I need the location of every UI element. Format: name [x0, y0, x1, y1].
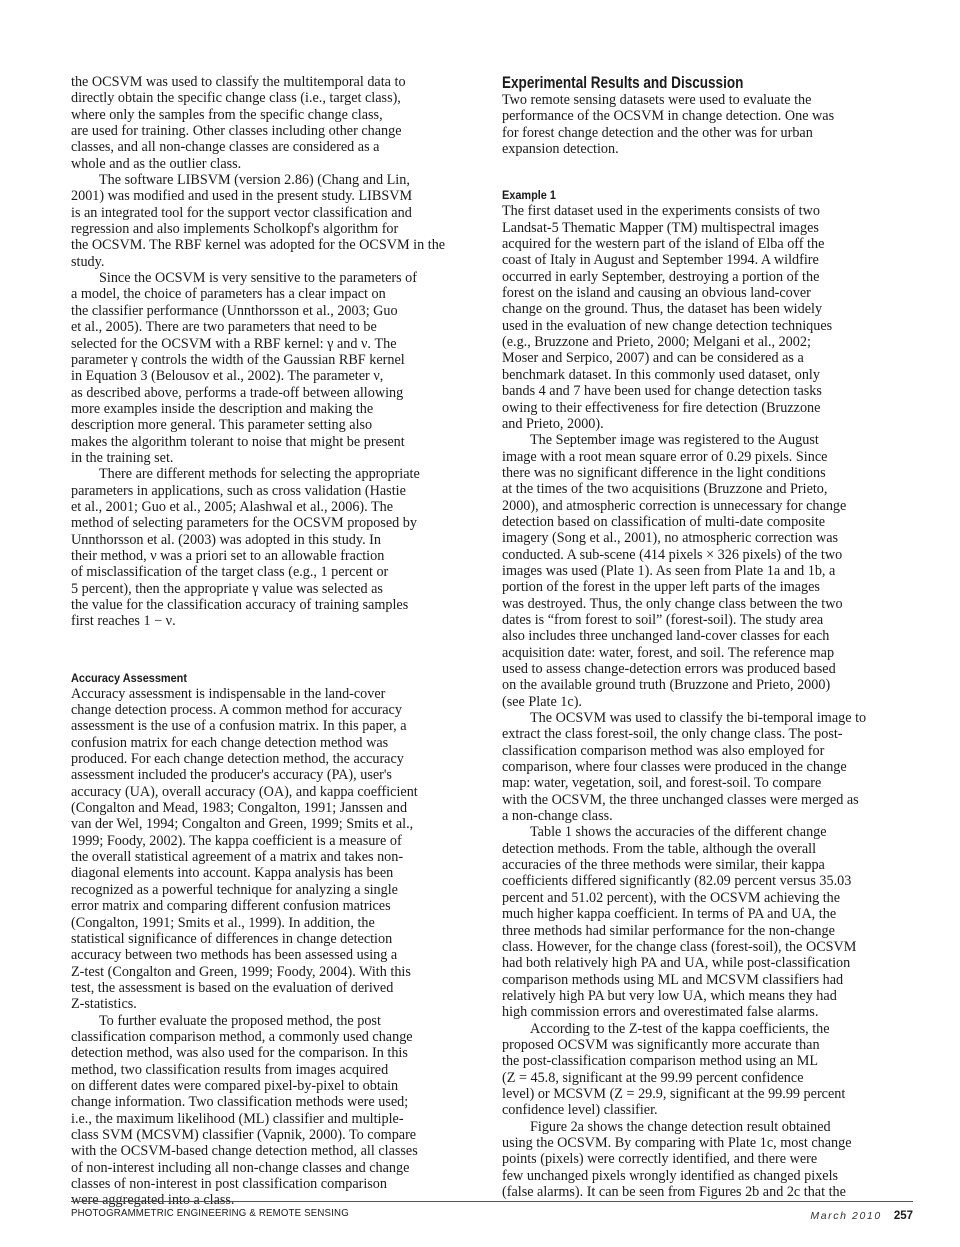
body-paragraph: The September image was registered to the August image with a root mean square error of 0.29 pixels. Since there was no significant difference in the light conditions at the times of the two acquisitions (Bruzzone and Prieto, 2000), and atmospheric correction is unnecessary for change detection based on classification of multi-date composite imagery (Song et al., 2001), no atmospheric correction was conducted. A sub-scene (414 pixels × 326 pixels) of the two images was used (Plate 1). As seen from Plate 1a and 1b, a portion of the forest in the upper left parts of the images was destroyed. Thus, the only change class between the two dates is “from forest to soil” (forest-soil). The study area also includes three unchanged land-cover classes for each acquisition date: water, forest, and soil. The reference map used to assess change-detection errors was produced based on the available ground truth (Bruzzone and Prieto, 2000) (see Plate 1c). — [502, 432, 847, 710]
page-number: 257 — [893, 1210, 913, 1222]
body-paragraph: Accuracy assessment is indispensable in the land-cover change detection process. A common method for accuracy assessment is the use of a confusion matrix. In this paper, a confusion matrix for each change detection method was produced. For each change detection method, the accuracy assessment included the producer's accuracy (PA), user's accuracy (UA), overall accuracy (OA), and kappa coefficient (Congalton and Mead, 1983; Congalton, 1991; Janssen and van der Wel, 1994; Congalton and Green, 1999; Smits et al., 1999; Foody, 2002). The kappa coefficient is a measure of the overall statistical agreement of a matrix and takes non- diagonal elements into account. Kappa analysis has been recognized as a powerful technique for analyzing a single error matrix and comparing different confusion matrices (Congalton, 1991; Smits et al., 1999). In addition, the statistical significance of differences in change detection accuracy between two methods has been assessed using a Z-test (Congalton and Green, 1999; Foody, 2004). With this test, the assessment is based on the evaluation of derived Z-statistics. — [71, 685, 418, 1013]
subsection-heading-example: Example 1 — [502, 188, 556, 203]
body-paragraph: There are different methods for selecting the appropriate parameters in applications, such as cross validation (Hastie et al., 2001; Guo et al., 2005; Alashwal et al., 2006). The method of selecting parameters for the OCSVM proposed by Unnthorsson et al. (2003) was adopted in this study. In their method, ν was a priori set to an allowable fraction of misclassification of the target class (e.g., 1 percent or 5 percent), then the appropriate γ value was selected as the value for the classification accuracy of training samples first reaches 1 − ν. — [71, 466, 420, 630]
page-footer — [71, 1201, 913, 1222]
journal-name: PHOTOGRAMMETRIC ENGINEERING & REMOTE SENSING — [71, 1207, 349, 1219]
issue-date: March 2010 — [810, 1210, 882, 1222]
body-paragraph: The first dataset used in the experiments consists of two Landsat-5 Thematic Mapper (TM) multispectral images acquired for the western part of the island of Elba off the coast of Italy in August and September 1994. A wildfire occurred in early September, destroying a portion of the forest on the island and causing an obvious land-cover change on the ground. Thus, the dataset has been widely used in the evaluation of new change detection techniques (e.g., Bruzzone and Prieto, 2000; Melgani et al., 2002; Moser and Serpico, 2007) and can be considered as a benchmark dataset. In this commonly used dataset, only bands 4 and 7 have been used for change detection tasks owing to their effectiveness for fire detection (Bruzzone and Prieto, 2000). — [502, 203, 833, 432]
footer-right — [810, 1206, 913, 1224]
right-column — [502, 74, 912, 1200]
body-paragraph: To further evaluate the proposed method, the post classification comparison method, a commonly used change detection method, was also used for the comparison. In this method, two classification results from images acquired on different dates were compared pixel-by-pixel to obtain change information. Two classification methods were used; i.e., the maximum likelihood (ML) classifier and multiple- class SVM (MCSVM) classifier (Vapnik, 2000). To compare with the OCSVM-based change detection method, all classes of non-interest including all non-change classes and change classes of non-interest in post classification comparison were aggregated into a class. — [71, 1012, 418, 1209]
body-paragraph: The software LIBSVM (version 2.86) (Chang and Lin, 2001) was modified and used in the present study. LIBSVM is an integrated tool for the support vector classification and regression and also implements Scholkopf's algorithm for the OCSVM. The RBF kernel was adopted for the OCSVM in the study. — [71, 172, 446, 270]
body-paragraph: Since the OCSVM is very sensitive to the parameters of a model, the choice of parameters has a clear impact on the classifier performance (Unnthorsson et al., 2003; Guo et al., 2005). There are two parameters that need to be selected for the OCSVM with a RBF kernel: γ and ν. The parameter γ controls the width of the Gaussian RBF kernel in Equation 3 (Belousov et al., 2002). The parameter ν, as described above, performs a trade-off between allowing more examples inside the description and making the description more general. This parameter setting also makes the algorithm tolerant to noise that might be present in the training set. — [71, 270, 417, 466]
section-heading-results: Experimental Results and Discussion — [502, 74, 744, 92]
body-paragraph: the OCSVM was used to classify the multitemporal data to directly obtain the specific change class (i.e., target class), where only the samples from the specific change class, are used for training. Other classes including other change classes, and all non-change classes are considered as a whole and as the outlier class. — [71, 74, 406, 172]
body-paragraph: Figure 2a shows the change detection result obtained using the OCSVM. By comparing with Plate 1c, most change points (pixels) were correctly identified, and there were few unchanged pixels wrongly identified as changed pixels (false alarms). It can be seen from Figures 2b and 2c that the — [502, 1118, 852, 1200]
body-paragraph: The OCSVM was used to classify the bi-temporal image to extract the class forest-soil, the only change class. The post- classification comparison method was also employed for comparison, where four classes were produced in the change map: water, vegetation, soil, and forest-soil. To compare with the OCSVM, the three unchanged classes were merged as a non-change class. — [502, 710, 867, 825]
body-paragraph: Table 1 shows the accuracies of the different change detection methods. From the table, although the overall accuracies of the three methods were similar, their kappa coefficients differed significantly (82.09 percent versus 35.03 percent and 51.02 percent), with the OCSVM achieving the much higher kappa coefficient. In terms of PA and UA, the three methods had similar performance for the non-change class. However, for the change class (forest-soil), the OCSVM had both relatively high PA and UA, while post-classification comparison methods using ML and MCSVM classifiers had relatively high PA but very low UA, which means they had high commission errors and overestimated false alarms. — [502, 824, 857, 1021]
section-heading-accuracy: Accuracy Assessment — [71, 670, 187, 685]
body-paragraph: Two remote sensing datasets were used to evaluate the performance of the OCSVM in change detection. One was for forest change detection and the other was for urban expansion detection. — [502, 92, 835, 158]
section-spacer — [71, 630, 481, 670]
body-paragraph: According to the Z-test of the kappa coefficients, the proposed OCSVM was significantly more accurate than the post-classification comparison method using an ML (Z = 45.8, significant at the 99.99 percent confidence level) or MCSVM (Z = 29.9, significant at the 99.99 percent confidence level) classifier. — [502, 1020, 846, 1119]
section-spacer — [502, 157, 912, 187]
left-column — [71, 74, 481, 1209]
